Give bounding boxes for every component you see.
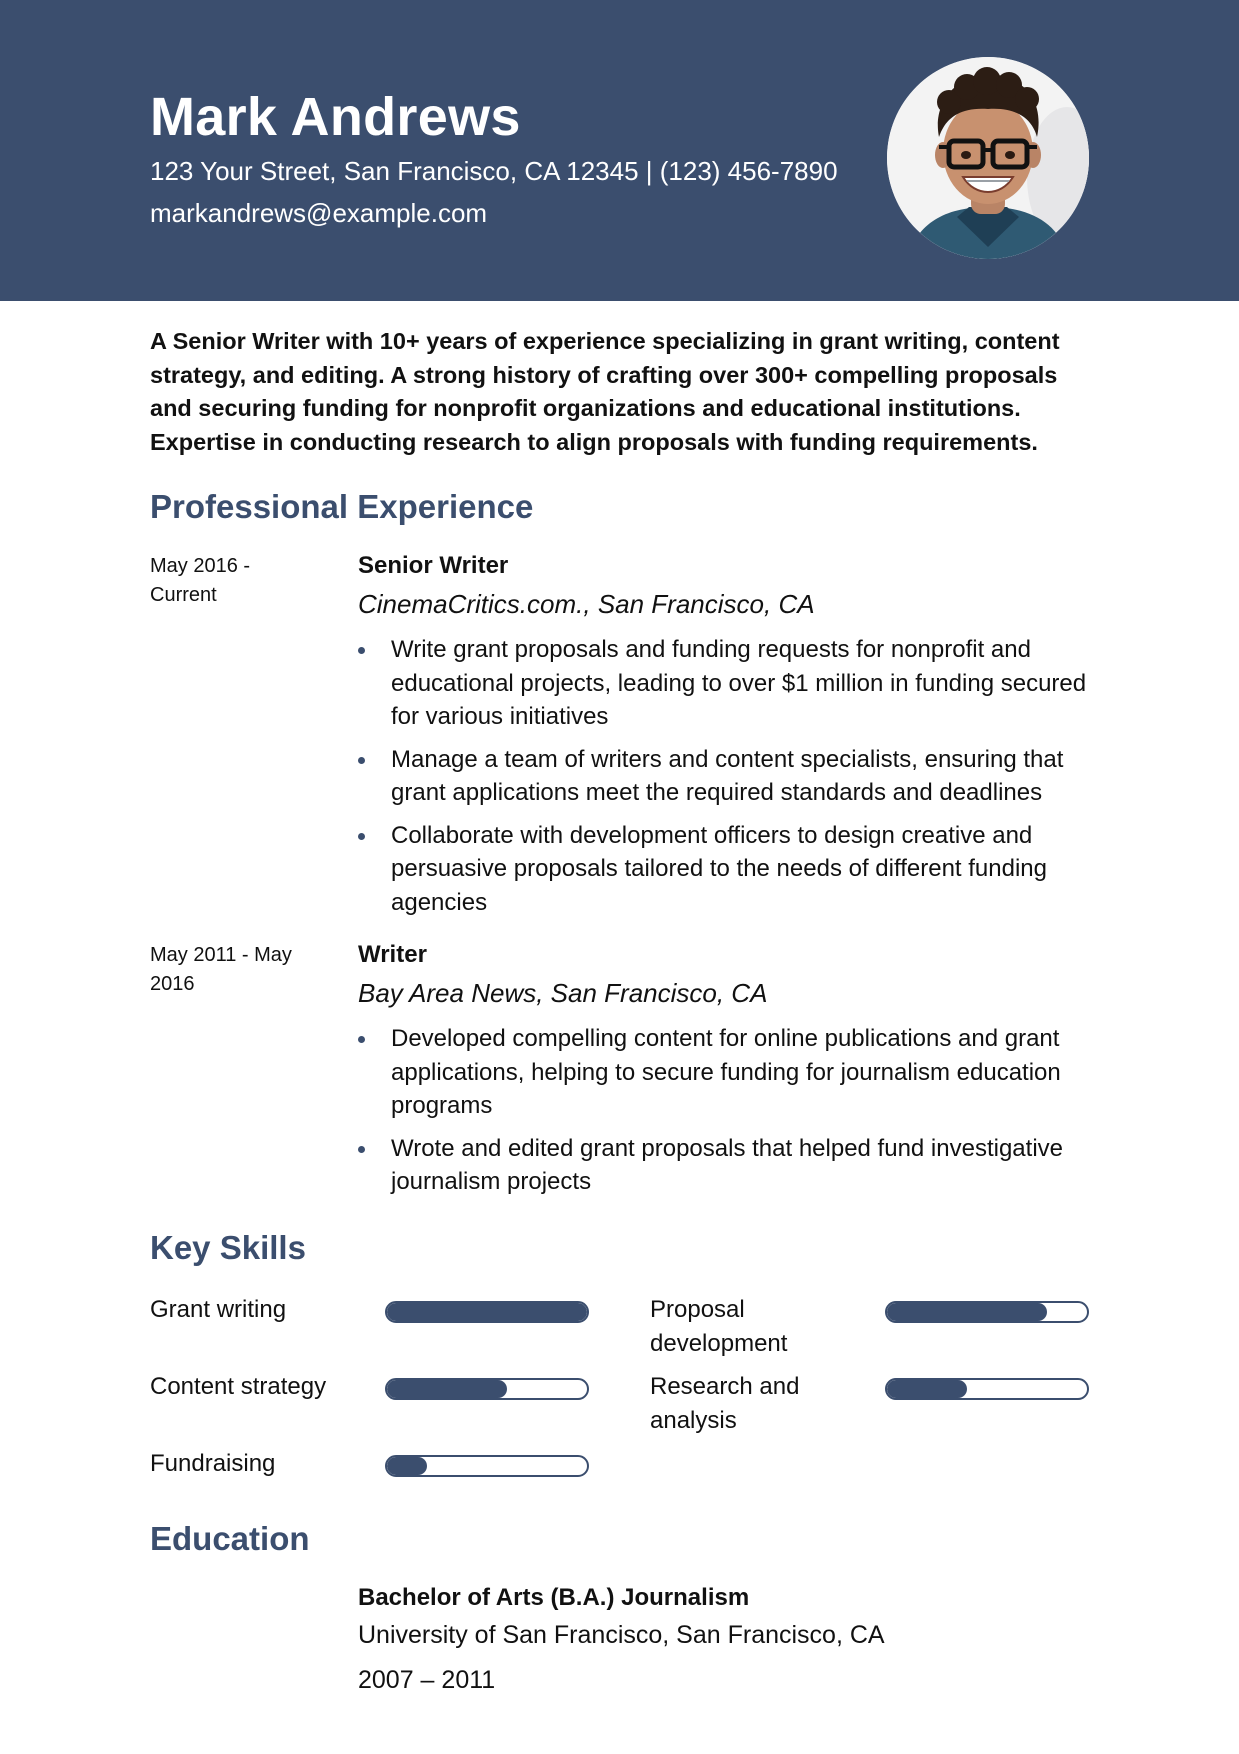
skill-fill [387,1457,427,1475]
job-date-end: 2016 [150,973,195,995]
list-item [358,633,1098,734]
skill-fill [887,1303,1047,1321]
skill-label: Fundraising [150,1450,276,1477]
bullet-icon [358,1146,365,1153]
list-item [358,743,1098,810]
job-bullets [358,633,1098,928]
education-school: University of San Francisco, San Francisco, CA [358,1621,885,1649]
skill-label: Research and analysis [650,1373,800,1434]
education-degree: Bachelor of Arts (B.A.) Journalism [358,1584,750,1611]
job-title: Senior Writer [358,552,509,579]
skill-bar [385,1301,589,1323]
skill-bar [385,1378,589,1400]
skill-fill [387,1303,587,1321]
bullet-text: Wrote and edited grant proposals that helped fund investigative journalism projects [391,1134,1063,1195]
avatar [887,57,1089,259]
skill-fill [387,1380,507,1398]
bullet-icon [358,757,365,764]
job-date-start: May 2016 - [150,555,251,577]
job-date-start: May 2011 - May [150,944,292,966]
bullet-icon [358,1036,365,1043]
skill-bar [885,1378,1089,1400]
bullet-icon [358,647,365,654]
list-item [358,819,1098,920]
skill-bar [885,1301,1089,1323]
education-years: 2007 – 2011 [358,1666,496,1694]
job-bullets [358,1022,1098,1208]
bullet-text: Collaborate with development officers to design creative and persuasive proposals tailored to the needs of different funding agencies [391,821,1047,916]
skill-label: Proposal development [650,1296,788,1357]
profile-photo-icon [887,57,1089,259]
address-phone: 123 Your Street, San Francisco, CA 12345 | (123) 456-7890 [150,156,838,186]
professional-summary: A Senior Writer with 10+ years of experience specializing in grant writing, content strategy, and editing. A strong history of crafting over 300+ compelling proposals and securing funding for nonprofit organizations and educational institutions. Expertise in conducting research to align proposals with funding requirements. [150,328,1060,455]
skill-label: Content strategy [150,1373,327,1400]
job-date [150,552,320,610]
job-date-end: Current [150,584,217,606]
list-item [358,1022,1098,1123]
candidate-name: Mark Andrews [150,87,521,147]
bullet-icon [358,833,365,840]
skill-label: Grant writing [150,1296,287,1323]
email: markandrews@example.com [150,198,488,228]
section-title-skills: Key Skills [150,1229,306,1266]
bullet-text: Developed compelling content for online publications and grant applications, helping to secure funding for journalism education programs [391,1025,1061,1119]
bullet-text: Manage a team of writers and content specialists, ensuring that grant applications meet the required standards and deadlines [391,745,1064,806]
section-title-experience: Professional Experience [150,488,534,525]
job-company: CinemaCritics.com., San Francisco, CA [358,589,815,619]
skill-fill [887,1380,967,1398]
bullet-text: Write grant proposals and funding requests for nonprofit and educational projects, leading to over $1 million in funding secured for various initiatives [391,636,1087,730]
list-item [358,1132,1098,1199]
skill-bar [385,1455,589,1477]
job-date [150,941,320,999]
job-title: Writer [358,941,427,968]
job-company: Bay Area News, San Francisco, CA [358,978,768,1008]
section-title-education: Education [150,1520,310,1557]
